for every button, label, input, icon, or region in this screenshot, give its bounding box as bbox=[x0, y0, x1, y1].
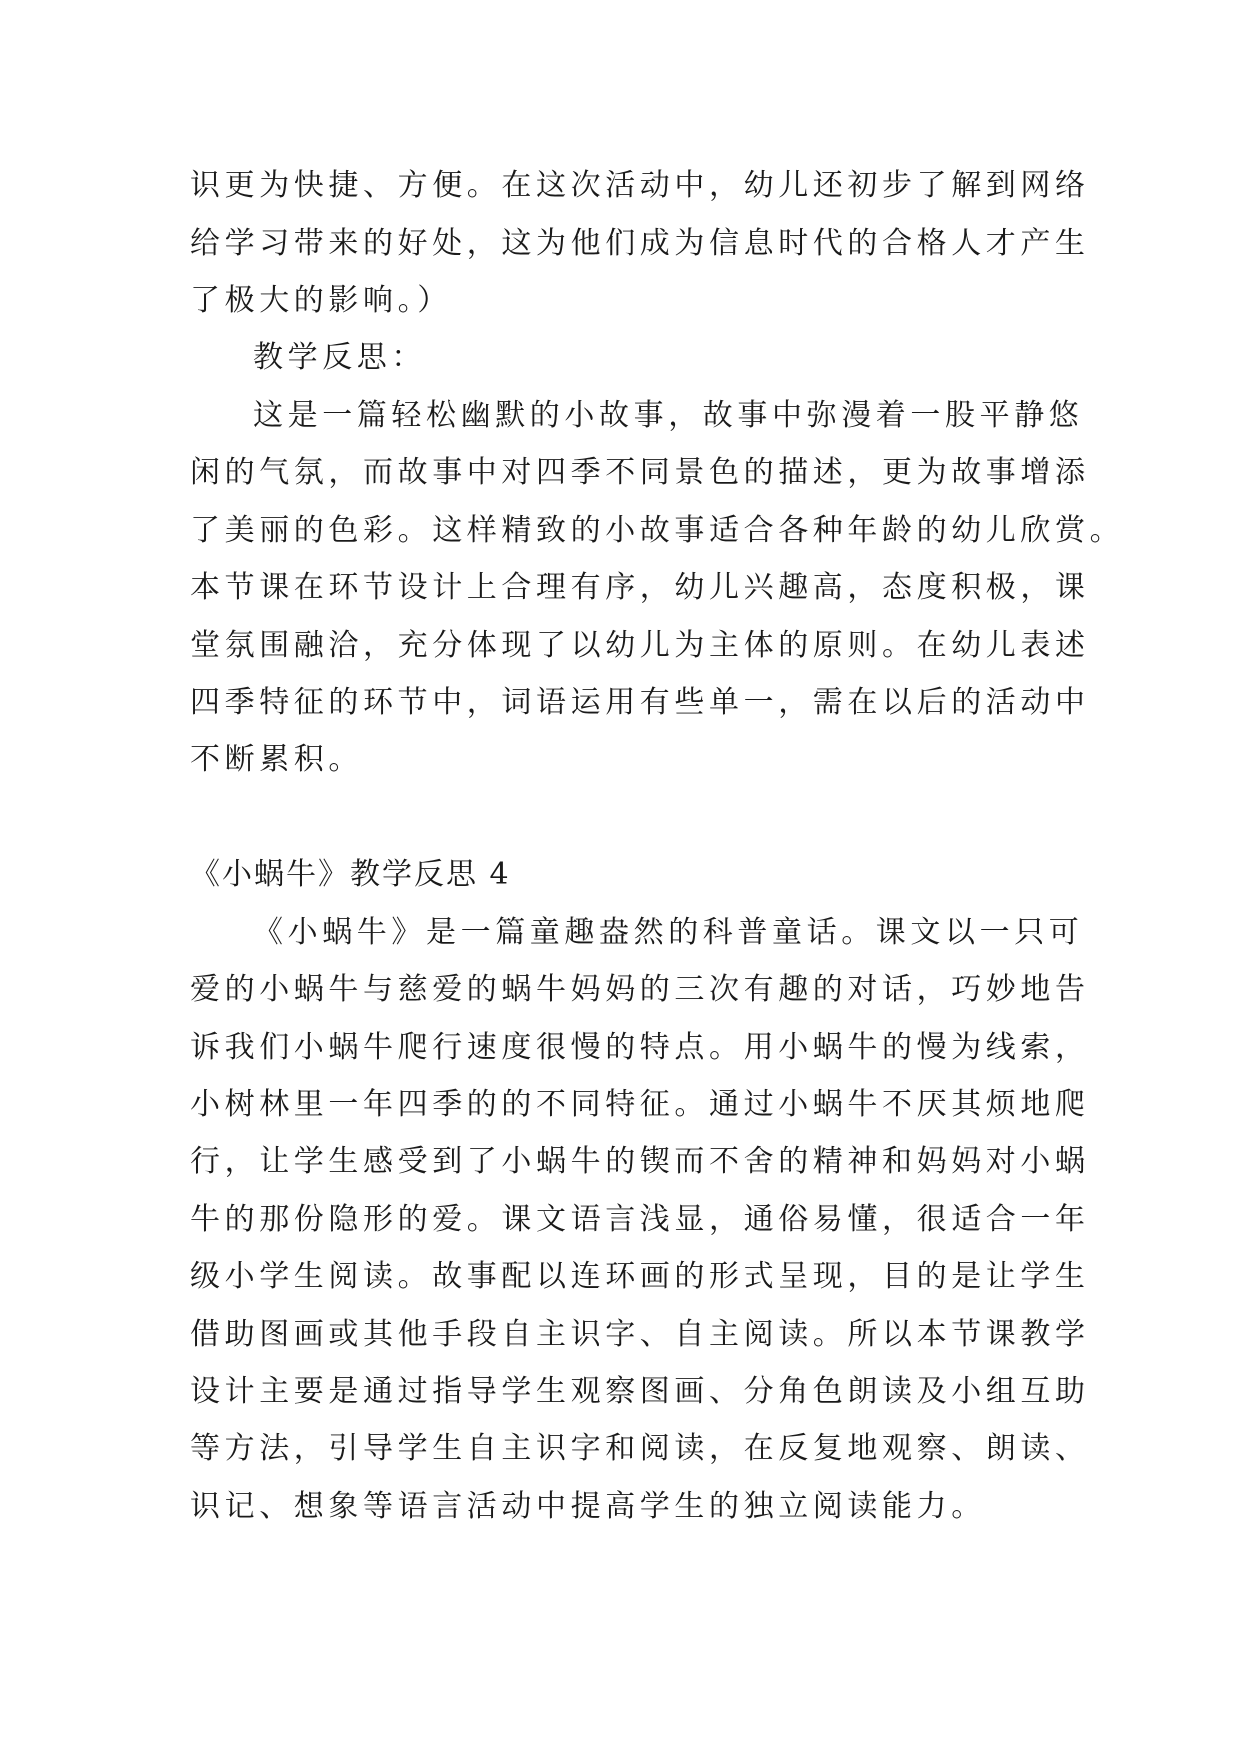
paragraph-line: 堂氛围融洽，充分体现了以幼儿为主体的原则。在幼儿表述 bbox=[190, 628, 1090, 663]
paragraph-line: 识更为快捷、方便。在这次活动中，幼儿还初步了解到网络 bbox=[190, 168, 1090, 203]
paragraph-line: 牛的那份隐形的爱。课文语言浅显，通俗易懂，很适合一年 bbox=[190, 1202, 1090, 1237]
paragraph-line: 给学习带来的好处，这为他们成为信息时代的合格人才产生 bbox=[190, 226, 1090, 261]
section-title: 《小蜗牛》教学反思 4 bbox=[190, 857, 511, 892]
paragraph-line: 小树林里一年四季的的不同特征。通过小蜗牛不厌其烦地爬 bbox=[190, 1087, 1090, 1122]
paragraph-line: 不断累积。 bbox=[190, 742, 363, 777]
paragraph-line: 借助图画或其他手段自主识字、自主阅读。所以本节课教学 bbox=[190, 1317, 1090, 1352]
paragraph-line: 闲的气氛，而故事中对四季不同景色的描述，更为故事增添 bbox=[190, 455, 1090, 490]
paragraph-line: 等方法，引导学生自主识字和阅读，在反复地观察、朗读、 bbox=[190, 1431, 1090, 1466]
paragraph-line: 行，让学生感受到了小蜗牛的锲而不舍的精神和妈妈对小蜗 bbox=[190, 1144, 1090, 1179]
paragraph-line: 设计主要是通过指导学生观察图画、分角色朗读及小组互助 bbox=[190, 1374, 1090, 1409]
paragraph-line: 识记、想象等语言活动中提高学生的独立阅读能力。 bbox=[190, 1489, 986, 1524]
paragraph-line: 四季特征的环节中，词语运用有些单一，需在以后的活动中 bbox=[190, 685, 1090, 720]
paragraph-line: 了美丽的色彩。这样精致的小故事适合各种年龄的幼儿欣赏。 bbox=[190, 513, 1125, 548]
paragraph-line: 级小学生阅读。故事配以连环画的形式呈现，目的是让学生 bbox=[190, 1259, 1090, 1294]
paragraph-line: 本节课在环节设计上合理有序，幼儿兴趣高，态度积极，课 bbox=[190, 570, 1090, 605]
paragraph-line: 了极大的影响。） bbox=[190, 283, 452, 318]
paragraph-line: 《小蜗牛》是一篇童趣盎然的科普童话。课文以一只可 bbox=[253, 915, 1084, 950]
paragraph-line: 爱的小蜗牛与慈爱的蜗牛妈妈的三次有趣的对话，巧妙地告 bbox=[190, 972, 1090, 1007]
paragraph-line: 这是一篇轻松幽默的小故事，故事中弥漫着一股平静悠 bbox=[253, 398, 1084, 433]
paragraph-line: 诉我们小蜗牛爬行速度很慢的特点。用小蜗牛的慢为线索， bbox=[190, 1030, 1090, 1065]
reflection-label: 教学反思： bbox=[253, 340, 426, 375]
